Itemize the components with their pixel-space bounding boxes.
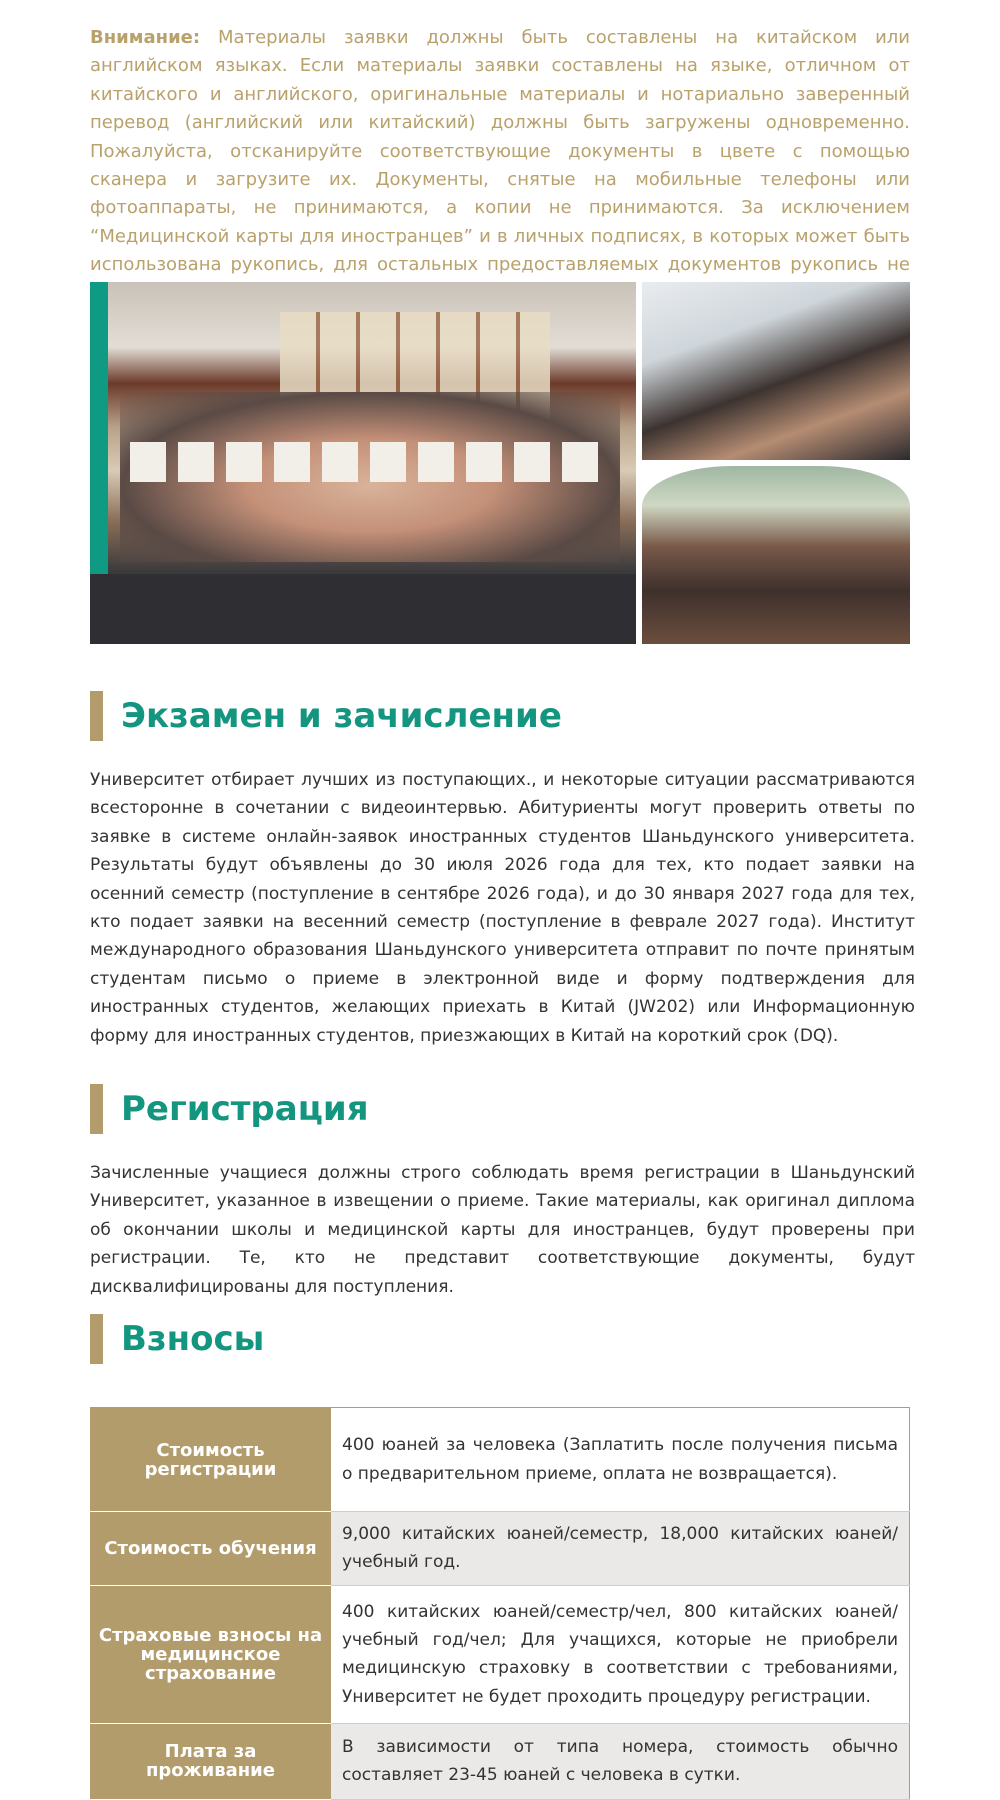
fee-label: Стоимость обучения [91,1512,331,1586]
heading-marker [90,1314,103,1364]
fee-label: Страховые взносы на медицинское страхование [91,1585,331,1723]
heading-marker [90,1084,103,1134]
registration-section-heading [90,1084,369,1134]
notice-label: Внимание: [90,27,201,48]
calligraphy-group-photo [90,282,636,644]
notice-paragraph [90,24,910,308]
exam-paragraph: Университет отбирает лучших из поступающих., и некоторые ситуации рассматриваются всесторонне в сочетании с видеоинтервью. Абитуриенты могут проверить ответы по заявке в системе онлайн-заявок иностранных студентов Шаньдунского университета. Результаты будут объявлены до 30 июля 2026 года для тех, кто подает заявки на осенний семестр (поступление в сентябре 2026 года), и до 30 января 2027 года для тех, кто подает заявки на весенний семестр (поступление в феврале 2027 года). Институт международного образования Шаньдунского университета отправит по почте принятым студентам письмо о приеме в электронной виде и форму подтверждения для иностранных студентов, желающих приехать в Китай (JW202) или Информационную форму для иностранных студентов, приезжающих в Китай на короткий срок (DQ). [90,770,915,1046]
fees-title: Взносы [121,1319,265,1359]
registration-title: Регистрация [121,1089,369,1129]
students-photo-top-right [642,282,910,460]
floor [90,574,636,644]
cafe-photo-bottom-right [642,466,910,644]
calligraphy-sheets [130,442,600,482]
exam-title: Экзамен и зачисление [121,696,562,736]
fee-value: 400 китайских юаней/семестр/чел, 800 китайских юаней/учебный год/чел; Для учащихся, которые не приобрели медицинскую страховку в соответствии с требованиями, Университет не будет проходить процедуру регистрации. [331,1585,910,1723]
table-row [91,1723,910,1799]
fees-table [90,1407,910,1800]
registration-paragraph: Зачисленные учащиеся должны строго соблюдать время регистрации в Шаньдунский Университет, указанное в извещении о приеме. Такие материалы, как оригинал диплома об окончании школы и медицинской карты для иностранцев, будут проверены при регистрации. Те, кто не представит соответствующие документы, будут дисквалифицированы для поступления. [90,1163,915,1297]
table-row [91,1512,910,1586]
table-row [91,1408,910,1512]
table-row [91,1585,910,1723]
notice-text: Материалы заявки должны быть составлены на китайском или английском языках. Если материалы заявки составлены на языке, отличном от китайского и английского, оригинальные материалы и нотариально заверенный перевод (английский или китайский) должны быть загружены одновременно. Пожалуйста, отсканируйте соответствующие документы в цвете с помощью сканера и загрузите их. Документы, снятые на мобильные телефоны или фотоаппараты, не принимаются, а копии не принимаются. За исключением “Медицинской карты для иностранцев” и в личных подписях, в которых может быть использована рукопись, для остальных предоставляемых документов рукопись не [90,27,910,276]
fee-value: 9,000 китайских юаней/семестр, 18,000 китайских юаней/учебный год. [331,1512,910,1586]
exam-section-heading [90,691,562,741]
fee-label: Стоимость регистрации [91,1408,331,1512]
fee-label: Плата за проживание [91,1723,331,1799]
fee-value: 400 юаней за человека (Заплатить после получения письма о предварительном приеме, оплата не возвращается). [331,1408,910,1512]
photo-collage [90,282,910,644]
heading-marker [90,691,103,741]
fee-value: В зависимости от типа номера, стоимость обычно составляет 23-45 юаней с человека в сутки. [331,1723,910,1799]
fees-section-heading [90,1314,264,1364]
